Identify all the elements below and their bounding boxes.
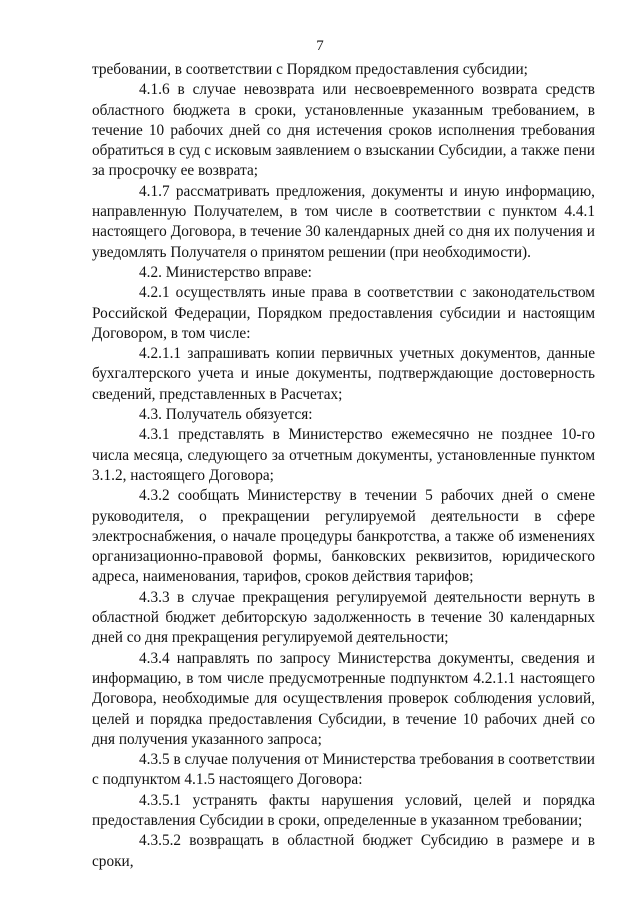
paragraph: 4.3.4 направлять по запросу Министерства документы, сведения и информацию, в том числе предусмотренные подпунктом 4.2.1.1 настоящего Договора, необходимые для осуществления проверок соблюдения условий, целей и порядка предоставления Субсидии, в течение 10 рабочих дней со дня получения указанного запроса;: [92, 649, 595, 748]
paragraph: 4.3.5.1 устранять факты нарушения условий, целей и порядка предоставления Субсидии в сроки, определенные в указанном требовании;: [92, 791, 595, 829]
page-number: 7: [316, 38, 324, 54]
paragraph: 4.3.3 в случае прекращения регулируемой деятельности вернуть в областной бюджет дебиторскую задолженность в течение 30 календарных дней со дня прекращения регулируемой деятельности;: [92, 588, 595, 647]
paragraph: 4.1.7 рассматривать предложения, документы и иную информацию, направленную Получателем, в том числе в соответствии с пунктом 4.4.1 настоящего Договора, в течение 30 календарных дней со дня их получения и уведомлять Получателя о принятом решении (при необходимости).: [92, 182, 595, 261]
paragraph: 4.3.2 сообщать Министерству в течении 5 рабочих дней о смене руководителя, о прекращении регулируемой деятельности в сфере электроснабжения, о начале процедуры банкротства, а также об изменениях организационно-правовой формы, банковских реквизитов, юридического адреса, наименования, тарифов, сроков действия тарифов;: [92, 487, 595, 586]
document-body: [92, 60, 595, 872]
paragraph: 4.2.1.1 запрашивать копии первичных учетных документов, данные бухгалтерского учета и иные документы, подтверждающие достоверность сведений, представленных в Расчетах;: [92, 345, 595, 403]
paragraph: 4.2. Министерство вправе:: [139, 263, 312, 281]
paragraph: 4.1.6 в случае невозврата или несвоевременного возврата средств областного бюджета в сроки, установленные указанным требованием, в течение 10 рабочих дней со дня истечения сроков исполнения требования обратиться в суд с исковым заявлением о взыскании Субсидии, а также пени за просрочку ее возврата;: [92, 81, 595, 180]
paragraph: 4.3.1 представлять в Министерство ежемесячно не позднее 10-го числа месяца, следующего за отчетным документы, установленные пунктом 3.1.2, настоящего Договора;: [92, 426, 595, 484]
paragraph: 4.3.5.2 возвращать в областной бюджет Субсидию в размере и в сроки,: [92, 832, 595, 870]
paragraph: 4.3.5 в случае получения от Министерства требования в соответствии с подпунктом 4.1.5 настоящего Договора:: [92, 751, 595, 789]
paragraph: требовании, в соответствии с Порядком предоставления субсидии;: [92, 61, 528, 78]
paragraph: 4.3. Получатель обязуется:: [139, 406, 313, 424]
paragraph: 4.2.1 осуществлять иные права в соответствии с законодательством Российской Федерации, Порядком предоставления субсидии и настоящим Договором, в том числе:: [92, 284, 595, 342]
